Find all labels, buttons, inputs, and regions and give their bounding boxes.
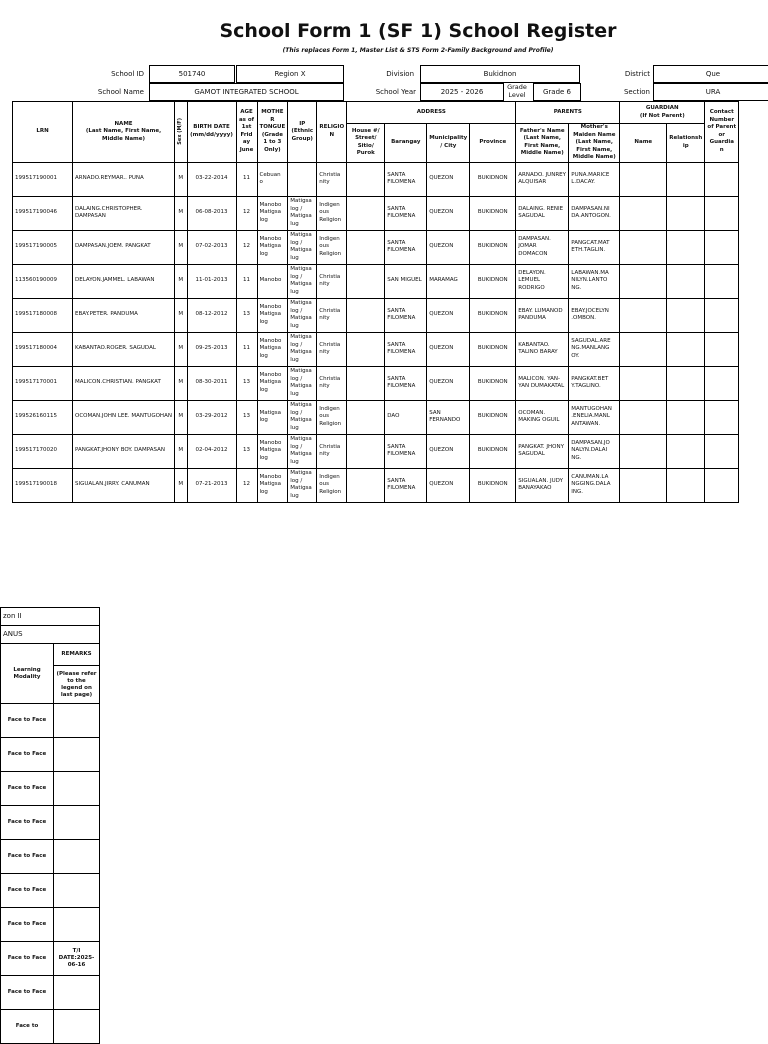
remark-cell — [54, 806, 100, 840]
cell-empty — [667, 332, 705, 366]
col-lrn: LRN — [13, 102, 73, 163]
table-row — [13, 230, 739, 264]
col-mother-tongue: MOTHE R TONGUE (Grade 1 to 3 Only) — [257, 102, 288, 163]
cell-tongue: Manobo Matigsa log — [257, 332, 288, 366]
cell-ip: Matigsa log / Matigsa lug — [288, 434, 317, 468]
cell-lrn: 199517170020 — [13, 434, 73, 468]
cell-house — [347, 196, 385, 230]
grade-level-label: Grade Level — [507, 83, 527, 99]
cell-sex: M — [175, 230, 188, 264]
cell-ip: Matigsa log / Matigsa lug — [288, 468, 317, 502]
col-parents: PARENTS — [516, 102, 620, 124]
cell-sex: M — [175, 468, 188, 502]
table-row — [13, 468, 739, 502]
cell-religion: Christia nity — [317, 366, 347, 400]
cell-age: 12 — [236, 230, 257, 264]
cell-sex: M — [175, 264, 188, 298]
cell-empty — [620, 196, 667, 230]
cell-empty — [705, 434, 739, 468]
district-label: District — [624, 70, 650, 78]
section-label: Section — [623, 88, 650, 96]
cell-municipality: QUEZON — [427, 230, 470, 264]
remark-cell — [54, 908, 100, 942]
cell-empty — [705, 400, 739, 434]
cell-father: DAMPASAN. JOMAR DOMACON — [516, 230, 569, 264]
list-item — [1, 738, 100, 772]
cell-empty — [620, 366, 667, 400]
cell-father: DALAING. RENIE SAGUDAL — [516, 196, 569, 230]
cell-lrn: 199517180004 — [13, 332, 73, 366]
side-line-2: ANUS — [1, 626, 100, 644]
cell-house — [347, 468, 385, 502]
cell-name: DAMPASAN.JOEM. PANGKAT — [73, 230, 175, 264]
school-year-field: 2025 - 2026 — [420, 83, 504, 101]
cell-father: MALICON. YAN-YAN DUMAKATAL — [516, 366, 569, 400]
cell-house — [347, 332, 385, 366]
list-item — [1, 874, 100, 908]
cell-sex: M — [175, 400, 188, 434]
cell-ip: Matigsa log / Matigsa lug — [288, 230, 317, 264]
cell-lrn: 199526160115 — [13, 400, 73, 434]
cell-mother: SAGUDAL.ARE NG.MANLANG OY. — [569, 332, 620, 366]
cell-ip: Matigsa log / Matigsa lug — [288, 400, 317, 434]
cell-sex: M — [175, 434, 188, 468]
cell-empty — [705, 162, 739, 196]
cell-religion: Indigen ous Religion — [317, 196, 347, 230]
cell-empty — [705, 264, 739, 298]
cell-house — [347, 434, 385, 468]
table-row — [13, 434, 739, 468]
cell-name: PANGKAT.JHONY BOY. DAMPASAN — [73, 434, 175, 468]
modality-cell: Face to Face — [1, 772, 54, 806]
cell-empty — [620, 468, 667, 502]
cell-empty — [620, 400, 667, 434]
cell-name: SIGUALAN.JIRRY. CANUMAN — [73, 468, 175, 502]
cell-name: EBAY.PETER. PANDUMA — [73, 298, 175, 332]
cell-lrn: 199517190005 — [13, 230, 73, 264]
cell-barangay: SANTA FILOMENA — [385, 230, 427, 264]
cell-tongue: Manobo Matigsa log — [257, 468, 288, 502]
cell-province: BUKIDNON — [470, 468, 516, 502]
cell-birth: 09-25-2013 — [187, 332, 236, 366]
cell-tongue: Manobo Matigsa log — [257, 366, 288, 400]
cell-age: 12 — [236, 468, 257, 502]
cell-religion: Indigen ous Religion — [317, 468, 347, 502]
modality-cell: Face to Face — [1, 738, 54, 772]
cell-tongue: Manobo Matigsa log — [257, 434, 288, 468]
cell-barangay: DAO — [385, 400, 427, 434]
cell-age: 11 — [236, 162, 257, 196]
modality-cell: Face to Face — [1, 874, 54, 908]
cell-empty — [620, 332, 667, 366]
list-item — [1, 976, 100, 1010]
col-ip: IP (Ethnic Group) — [288, 102, 317, 163]
cell-mother: DAMPASAN.JO NALYN.DALAI NG. — [569, 434, 620, 468]
cell-empty — [667, 162, 705, 196]
remark-cell — [54, 704, 100, 738]
cell-father: PANGKAT. JHONY SAGUDAL — [516, 434, 569, 468]
cell-age: 11 — [236, 264, 257, 298]
remarks-header: REMARKS — [54, 644, 100, 666]
cell-empty — [667, 366, 705, 400]
modality-cell: Face to Face — [1, 976, 54, 1010]
grade-level-field: Grade 6 — [533, 83, 581, 101]
cell-barangay: SANTA FILOMENA — [385, 332, 427, 366]
cell-tongue: Matigsa log — [257, 400, 288, 434]
cell-empty — [667, 434, 705, 468]
cell-religion: Christia nity — [317, 332, 347, 366]
cell-mother: LABAWAN.MA NILYN.LANTO NG. — [569, 264, 620, 298]
list-item — [1, 772, 100, 806]
cell-empty — [667, 400, 705, 434]
col-father: Father's Name (Last Name, First Name, Middle Name) — [516, 124, 569, 163]
cell-ip: Matigsa log / Matigsa lug — [288, 298, 317, 332]
cell-empty — [620, 230, 667, 264]
cell-province: BUKIDNON — [470, 298, 516, 332]
cell-birth: 08-12-2012 — [187, 298, 236, 332]
cell-name: MALICON.CHRISTIAN. PANGKAT — [73, 366, 175, 400]
col-religion: RELIGIO N — [317, 102, 347, 163]
cell-sex: M — [175, 332, 188, 366]
cell-empty — [667, 298, 705, 332]
col-house: House #/ Street/ Sitio/ Purok — [347, 124, 385, 163]
list-item — [1, 1010, 100, 1044]
cell-lrn: 199517170001 — [13, 366, 73, 400]
cell-birth: 11-01-2013 — [187, 264, 236, 298]
side-line-1: zon II — [1, 608, 100, 626]
cell-mother: CANUMAN.LA NGGING.DALA ING. — [569, 468, 620, 502]
cell-empty — [620, 264, 667, 298]
modality-cell: Face to Face — [1, 704, 54, 738]
cell-name: DALAING.CHRISTOPHER. DAMPASAN — [73, 196, 175, 230]
col-name: NAME (Last Name, First Name, Middle Name) — [73, 102, 175, 163]
cell-sex: M — [175, 366, 188, 400]
cell-tongue: Manobo Matigsa log — [257, 196, 288, 230]
cell-mother: MANTUGOHAN .ENELIA.MANL ANTAWAN. — [569, 400, 620, 434]
cell-municipality: QUEZON — [427, 298, 470, 332]
cell-ip: Matigsa log / Matigsa lug — [288, 366, 317, 400]
cell-age: 13 — [236, 366, 257, 400]
list-item — [1, 840, 100, 874]
cell-birth: 03-22-2014 — [187, 162, 236, 196]
cell-municipality: QUEZON — [427, 366, 470, 400]
cell-barangay: SANTA FILOMENA — [385, 298, 427, 332]
modality-cell: Face to — [1, 1010, 54, 1044]
table-row — [13, 196, 739, 230]
cell-house — [347, 366, 385, 400]
cell-empty — [705, 230, 739, 264]
school-name-label: School Name — [97, 88, 144, 96]
cell-empty — [705, 468, 739, 502]
cell-sex: M — [175, 298, 188, 332]
cell-ip: Matigsa log / Matigsa lug — [288, 196, 317, 230]
cell-mother: PANGCAT.MAT ETH.TAGLIN. — [569, 230, 620, 264]
cell-empty — [667, 230, 705, 264]
cell-barangay: SANTA FILOMENA — [385, 468, 427, 502]
division-field: Bukidnon — [420, 65, 580, 83]
cell-mother: DAMPASAN.NI DA.ANTOGON. — [569, 196, 620, 230]
cell-age: 13 — [236, 400, 257, 434]
cell-birth: 07-02-2013 — [187, 230, 236, 264]
cell-province: BUKIDNON — [470, 434, 516, 468]
cell-municipality: QUEZON — [427, 468, 470, 502]
cell-father: OCOMAN. MAKING OGUIL — [516, 400, 569, 434]
school-year-label: School Year — [375, 88, 416, 96]
school-name-field: GAMOT INTEGRATED SCHOOL — [149, 83, 344, 101]
cell-birth: 06-08-2013 — [187, 196, 236, 230]
cell-empty — [620, 298, 667, 332]
cell-province: BUKIDNON — [470, 230, 516, 264]
district-field: Que — [653, 65, 768, 83]
remark-cell: T/I DATE:2025-06-16 — [54, 942, 100, 976]
cell-father: ARNADO. JUNREY ALQUISAR — [516, 162, 569, 196]
table-row — [13, 162, 739, 196]
cell-mother: EBAY.JOCELYN .OMBON. — [569, 298, 620, 332]
cell-lrn: 199517190018 — [13, 468, 73, 502]
cell-municipality: SAN FERNANDO — [427, 400, 470, 434]
cell-age: 11 — [236, 332, 257, 366]
col-birth-date: BIRTH DATE (mm/dd/yyyy) — [187, 102, 236, 163]
cell-sex: M — [175, 196, 188, 230]
cell-municipality: QUEZON — [427, 332, 470, 366]
cell-ip: Matigsa log / Matigsa lug — [288, 264, 317, 298]
cell-lrn: 199517190001 — [13, 162, 73, 196]
cell-barangay: SANTA FILOMENA — [385, 366, 427, 400]
col-barangay: Barangay — [385, 124, 427, 163]
cell-birth: 02-04-2012 — [187, 434, 236, 468]
cell-empty — [705, 366, 739, 400]
cell-religion: Christia nity — [317, 434, 347, 468]
col-contact: Contact Number of Parent or Guardia n — [705, 102, 739, 163]
cell-province: BUKIDNON — [470, 366, 516, 400]
cell-father: KABANTAO. TALINO BARAY — [516, 332, 569, 366]
cell-barangay: SANTA FILOMENA — [385, 434, 427, 468]
cell-religion: Christia nity — [317, 298, 347, 332]
cell-municipality: MARAMAG — [427, 264, 470, 298]
region-field: Region X — [236, 65, 344, 83]
cell-age: 12 — [236, 196, 257, 230]
cell-age: 13 — [236, 298, 257, 332]
list-item — [1, 704, 100, 738]
cell-municipality: QUEZON — [427, 434, 470, 468]
modality-cell: Face to Face — [1, 806, 54, 840]
cell-name: KABANTAO.ROGER. SAGUDAL — [73, 332, 175, 366]
cell-empty — [620, 162, 667, 196]
cell-barangay: SANTA FILOMENA — [385, 196, 427, 230]
col-mother: Mother's Maiden Name (Last Name, First Name, Middle Name) — [569, 124, 620, 163]
cell-lrn: 199517180008 — [13, 298, 73, 332]
cell-empty — [667, 196, 705, 230]
col-sex: Sex (M/F) — [175, 102, 188, 163]
cell-tongue: Manobo Matigsa log — [257, 298, 288, 332]
col-province: Province — [470, 124, 516, 163]
cell-ip — [288, 162, 317, 196]
remark-cell — [54, 772, 100, 806]
remark-cell — [54, 738, 100, 772]
page-title: School Form 1 (SF 1) School Register — [219, 20, 617, 42]
cell-mother: PANGKAT.BET Y.TAGLINO. — [569, 366, 620, 400]
modality-cell: Face to Face — [1, 908, 54, 942]
cell-house — [347, 264, 385, 298]
cell-house — [347, 400, 385, 434]
remarks-table — [0, 607, 100, 1044]
cell-father: DELAYON. LEMUEL RODRIGO — [516, 264, 569, 298]
cell-house — [347, 230, 385, 264]
cell-province: BUKIDNON — [470, 400, 516, 434]
cell-birth: 08-30-2011 — [187, 366, 236, 400]
cell-ip: Matigsa log / Matigsa lug — [288, 332, 317, 366]
remark-cell — [54, 1010, 100, 1044]
table-row — [13, 366, 739, 400]
cell-name: OCOMAN.JOHN LEE. MANTUGOHAN — [73, 400, 175, 434]
school-id-field: 501740 — [149, 65, 235, 83]
modality-cell: Face to Face — [1, 840, 54, 874]
cell-municipality: QUEZON — [427, 162, 470, 196]
cell-empty — [667, 468, 705, 502]
col-relationship: Relationsh ip — [667, 124, 705, 163]
register-table — [12, 101, 739, 503]
col-municipality: Municipality / City — [427, 124, 470, 163]
cell-name: ARNADO.REYMAR.. PUNA — [73, 162, 175, 196]
cell-name: DELAYON.JAMMEL. LABAWAN — [73, 264, 175, 298]
list-item — [1, 908, 100, 942]
cell-mother: PUNA.MARICE L.DACAY. — [569, 162, 620, 196]
cell-tongue: Manobo — [257, 264, 288, 298]
cell-province: BUKIDNON — [470, 332, 516, 366]
cell-lrn: 113560190009 — [13, 264, 73, 298]
cell-religion: Indigen ous Religion — [317, 400, 347, 434]
cell-house — [347, 162, 385, 196]
cell-father: EBAY. LUMANOD PANDUMA — [516, 298, 569, 332]
cell-empty — [705, 332, 739, 366]
cell-province: BUKIDNON — [470, 162, 516, 196]
remark-cell — [54, 840, 100, 874]
remark-cell — [54, 976, 100, 1010]
remarks-note: (Please refer to the legend on last page) — [54, 666, 100, 704]
cell-barangay: SAN MIGUEL — [385, 264, 427, 298]
col-guardian-name: Name — [620, 124, 667, 163]
cell-birth: 07-21-2013 — [187, 468, 236, 502]
cell-sex: M — [175, 162, 188, 196]
col-guardian: GUARDIAN (If Not Parent) — [620, 102, 705, 124]
school-id-label: School ID — [111, 70, 144, 78]
cell-religion: Christia nity — [317, 162, 347, 196]
table-row — [13, 400, 739, 434]
cell-birth: 03-29-2012 — [187, 400, 236, 434]
cell-tongue: Manobo Matigsa log — [257, 230, 288, 264]
table-row — [13, 264, 739, 298]
division-label: Division — [386, 70, 414, 78]
page-subtitle: (This replaces Form 1, Master List & STS Form 2-Family Background and Profile) — [282, 47, 554, 54]
section-field: URA — [653, 83, 768, 101]
cell-religion: Indigen ous Religion — [317, 230, 347, 264]
cell-tongue: Cebuan o — [257, 162, 288, 196]
list-item — [1, 942, 100, 976]
cell-empty — [620, 434, 667, 468]
table-row — [13, 332, 739, 366]
cell-province: BUKIDNON — [470, 196, 516, 230]
learning-modality-header: Learning Modality — [1, 644, 54, 704]
col-address: ADDRESS — [347, 102, 516, 124]
cell-house — [347, 298, 385, 332]
cell-age: 13 — [236, 434, 257, 468]
cell-empty — [705, 298, 739, 332]
cell-province: BUKIDNON — [470, 264, 516, 298]
table-row — [13, 298, 739, 332]
col-age: AGE as of 1st Frid ay June — [236, 102, 257, 163]
remark-cell — [54, 874, 100, 908]
cell-barangay: SANTA FILOMENA — [385, 162, 427, 196]
cell-empty — [705, 196, 739, 230]
modality-cell: Face to Face — [1, 942, 54, 976]
cell-lrn: 199517190046 — [13, 196, 73, 230]
list-item — [1, 806, 100, 840]
cell-empty — [667, 264, 705, 298]
cell-religion: Christia nity — [317, 264, 347, 298]
cell-municipality: QUEZON — [427, 196, 470, 230]
cell-father: SIGUALAN. JUDY BANAYAKAO — [516, 468, 569, 502]
